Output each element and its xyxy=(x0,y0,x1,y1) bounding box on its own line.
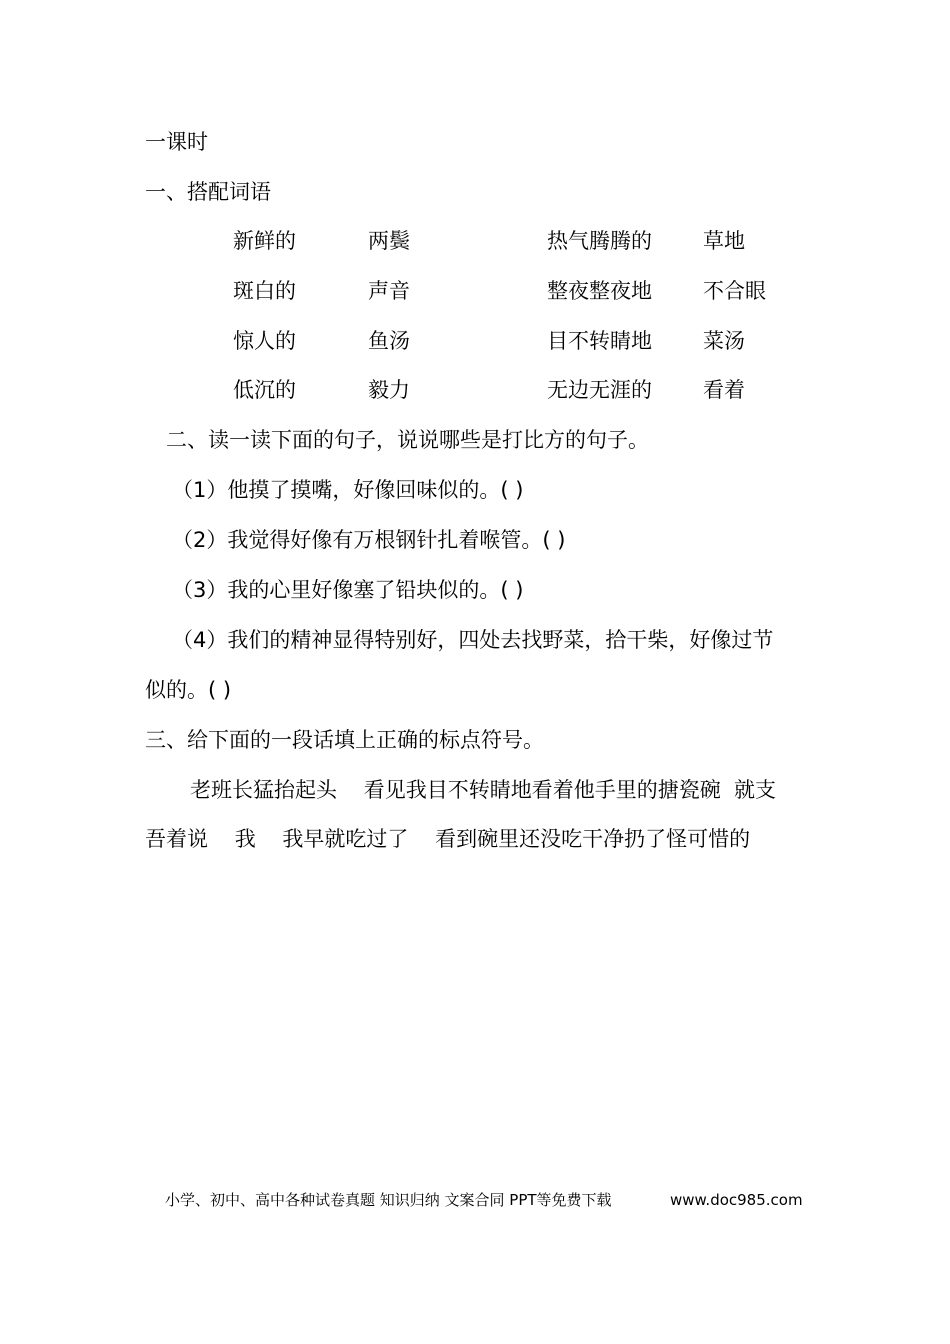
question-item: （2）我觉得好像有万根钢针扎着喉管。( ) xyxy=(172,528,566,552)
match-right-1: 声音 xyxy=(368,279,410,303)
question-item-continuation: 似的。( ) xyxy=(145,678,232,702)
match-right-1: 两鬓 xyxy=(368,229,410,253)
footer-url[interactable]: www.doc985.com xyxy=(670,1191,803,1209)
match-left-1: 惊人的 xyxy=(233,329,296,353)
match-left-2: 整夜整夜地 xyxy=(547,279,652,303)
match-right-2: 不合眼 xyxy=(703,279,766,303)
match-left-1: 斑白的 xyxy=(233,279,296,303)
match-right-2: 看着 xyxy=(703,378,745,402)
section1-title: 一、搭配词语 xyxy=(145,180,271,204)
question-item: （4）我们的精神显得特别好，四处去找野菜，拾干柴，好像过节 xyxy=(172,628,774,652)
question-item: （1）他摸了摸嘴，好像回味似的。( ) xyxy=(172,478,524,502)
passage-line: 老班长猛抬起头 看见我目不转睛地看着他手里的搪瓷碗 就支 xyxy=(190,778,777,802)
section3-title: 三、给下面的一段话填上正确的标点符号。 xyxy=(145,728,544,752)
match-right-2: 菜汤 xyxy=(703,329,745,353)
match-left-1: 低沉的 xyxy=(233,378,296,402)
lesson-heading: 一课时 xyxy=(145,130,208,154)
match-left-2: 无边无涯的 xyxy=(547,378,652,402)
match-right-2: 草地 xyxy=(703,229,745,253)
match-left-1: 新鲜的 xyxy=(233,229,296,253)
match-right-1: 鱼汤 xyxy=(368,329,410,353)
footer-text: 小学、初中、高中各种试卷真题 知识归纳 文案合同 PPT等免费下载 xyxy=(165,1191,612,1209)
match-left-2: 热气腾腾的 xyxy=(547,229,652,253)
question-item: （3）我的心里好像塞了铅块似的。( ) xyxy=(172,578,524,602)
section2-title: 二、读一读下面的句子，说说哪些是打比方的句子。 xyxy=(166,428,649,452)
match-left-2: 目不转睛地 xyxy=(547,329,652,353)
match-right-1: 毅力 xyxy=(368,378,410,402)
passage-line: 吾着说 我 我早就吃过了 看到碗里还没吃干净扔了怪可惜的 xyxy=(145,827,751,851)
